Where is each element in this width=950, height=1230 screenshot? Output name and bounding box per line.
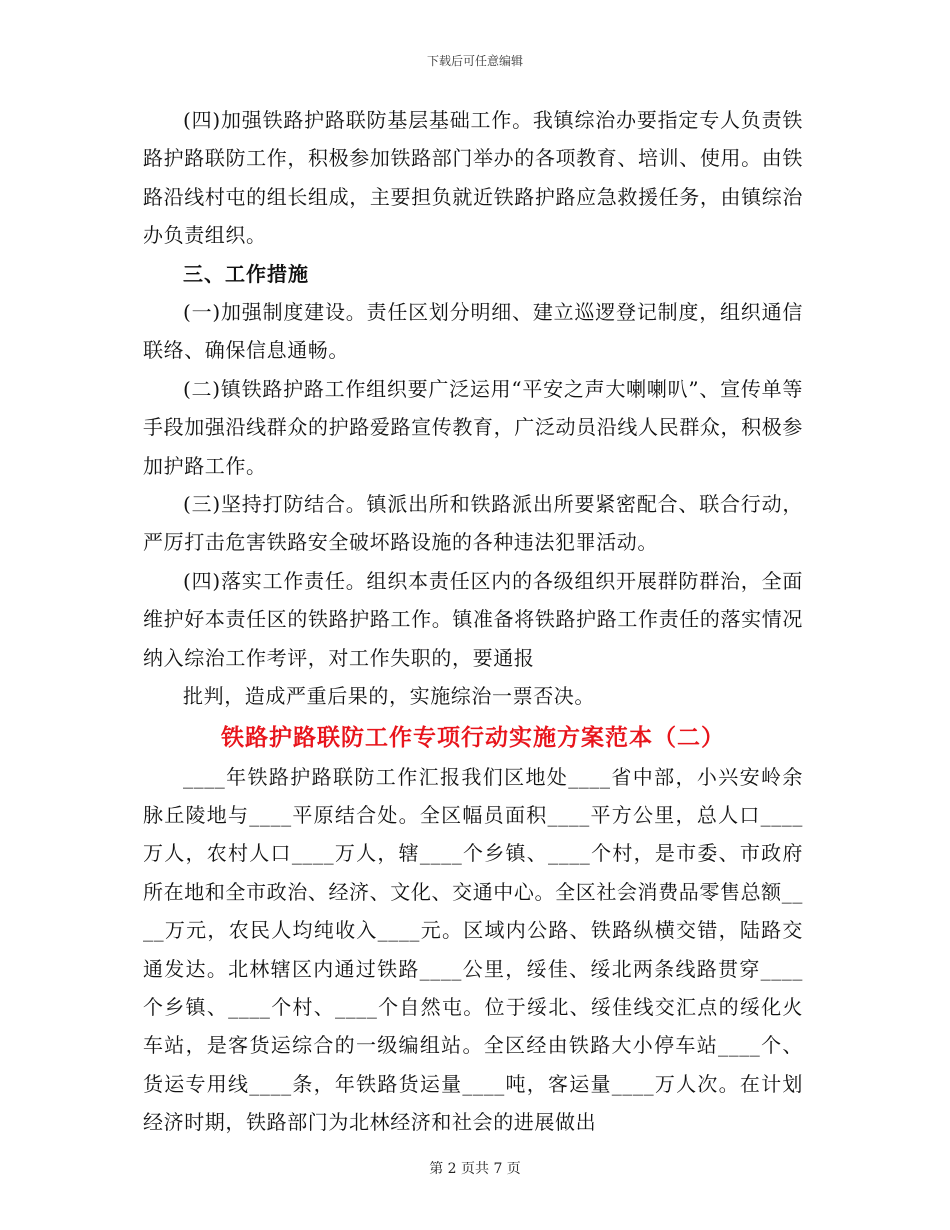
document-title-part-two: 铁路护路联防工作专项行动实施方案范本（二）	[221, 723, 725, 751]
paragraph-criticism: 批判，造成严重后果的，实施综治一票否决。	[183, 684, 595, 709]
page-header: 下载后可任意编辑	[426, 54, 523, 68]
page-footer: 第 2 页共 7 页	[429, 1161, 521, 1177]
section-heading-measures: 三、工作措施	[183, 261, 309, 286]
document-body	[143, 101, 803, 1142]
paragraph-responsibility: (四)落实工作责任。组织本责任区内的各级组织开展群防群治，全面维护好本责任区的铁路护路工作。镇准备将铁路护路工作责任的落实情况纳入综治工作考评，对工作失职的，要通报	[143, 568, 803, 670]
paragraph-crackdown: (三)坚持打防结合。镇派出所和铁路派出所要紧密配合、联合行动，严厉打击危害铁路安全破坏路设施的各种违法犯罪活动。	[143, 492, 803, 555]
paragraph-district-report: ____年铁路护路联防工作汇报我们区地处____省中部，小兴安岭余脉丘陵地与____平原结合处。全区幅员面积____平方公里，总人口____万人，农村人口____万人，辖____个乡镇、____个村，是市委、市政府所在地和全市政治、经济、文化、交通中心。全区社会消费品零售总额____万元，农民人均纯收入____元。区域内公路、铁路纵横交错，陆路交通发达。北林辖区内通过铁路____公里，绥佳、绥北两条线路贯穿____个乡镇、____个村、____个自然屯。位于绥北、绥佳线交汇点的绥化火车站，是客货运综合的一级编组站。全区经由铁路大小停车站____个、货运专用线____条，年铁路货运量____吨，客运量____万人次。在计划经济时期，铁路部门为北林经济和社会的进展做出	[143, 764, 803, 1135]
paragraph-publicity: (二)镇铁路护路工作组织要广泛运用“平安之声大喇喇叭”、宣传单等手段加强沿线群众的护路爱路宣传教育，广泛动员沿线人民群众，积极参加护路工作。	[143, 376, 803, 478]
paragraph-system-building: (一)加强制度建设。责任区划分明细、建立巡逻登记制度，组织通信联络、确保信息通畅。	[143, 300, 803, 363]
paragraph-basic-work: (四)加强铁路护路联防基层基础工作。我镇综治办要指定专人负责铁路护路联防工作，积极参加铁路部门举办的各项教育、培训、使用。由铁路沿线村屯的组长组成，主要担负就近铁路护路应急救援任务，由镇综治办负责组织。	[143, 108, 803, 248]
